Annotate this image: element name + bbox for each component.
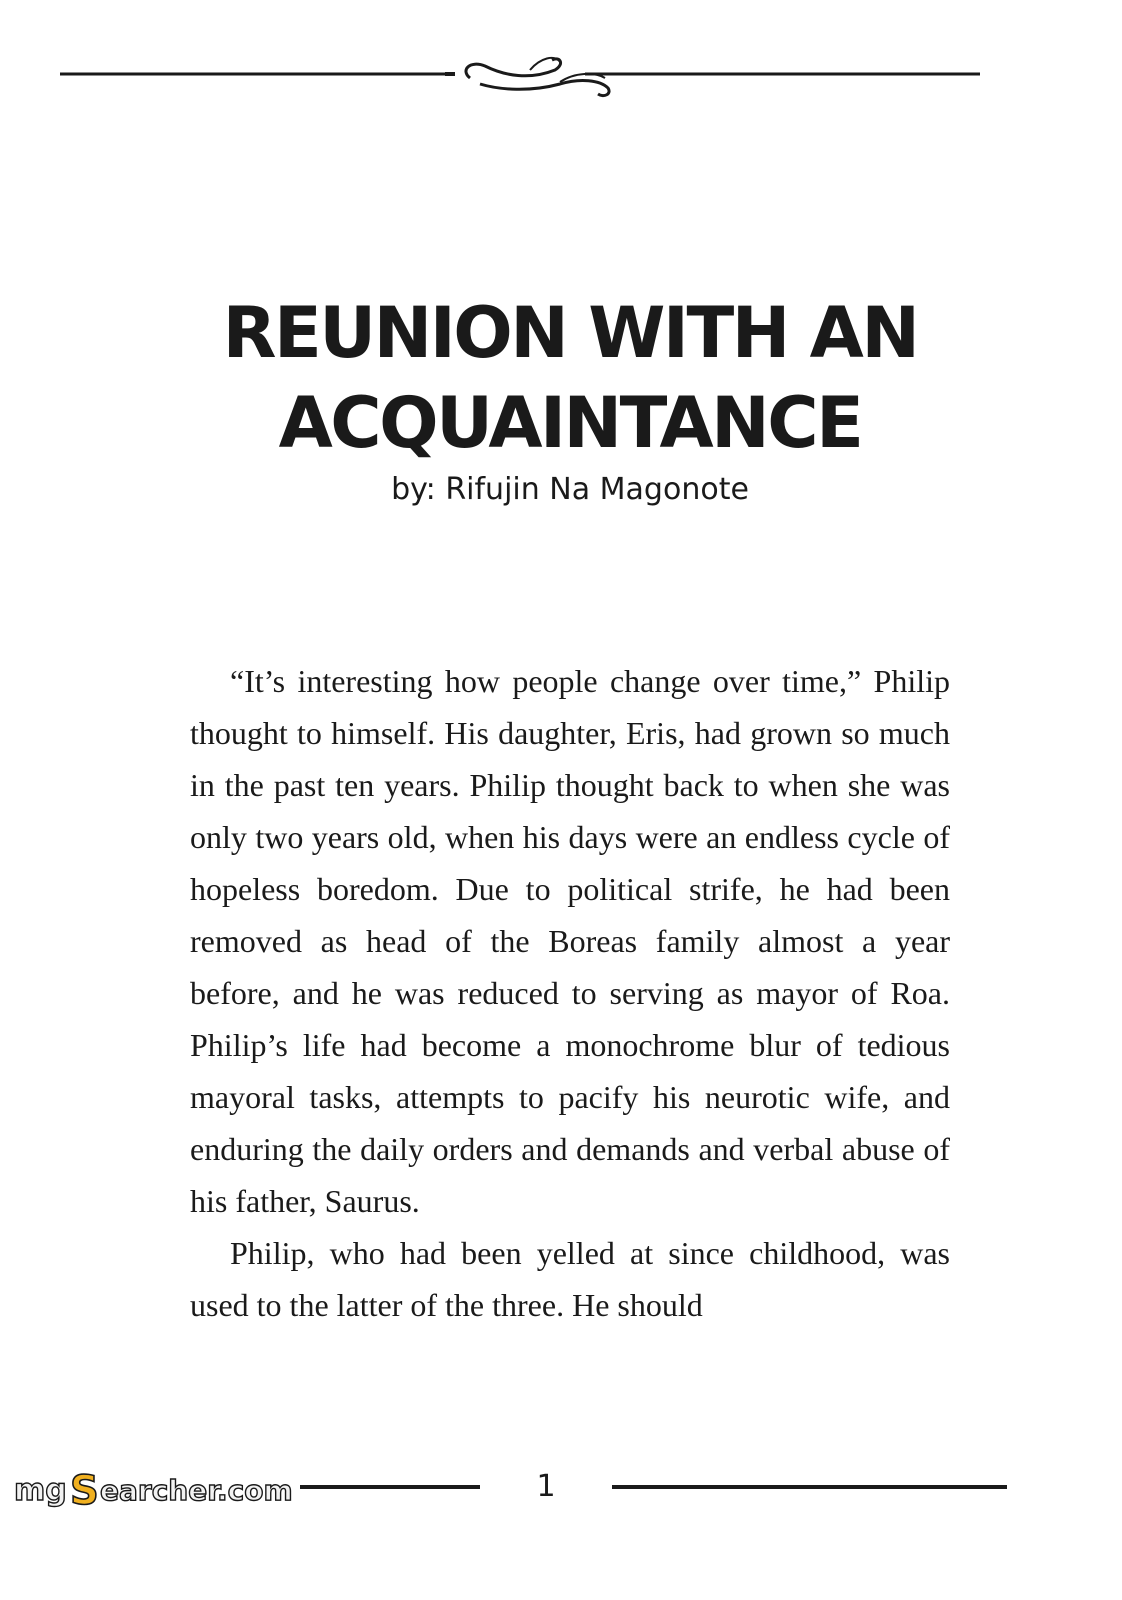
paragraph-2: Philip, who had been yelled at since childhood, was used to the latter of the three. He should [190, 1235, 950, 1323]
paragraph-1: “It’s interesting how people change over time,” Philip thought to himself. His daughter, Eris, had grown so much in the past ten years. Philip thought back to when she was only two years old, when his days were an endless cycle of hopeless boredom. Due to political strife, he had been removed as head of the Boreas family almost a year before, and he was reduced to serving as mayor of Roa. Philip’s life had become a monochrome blur of tedious mayoral tasks, attempts to pacify his neurotic wife, and enduring the daily orders and demands and verbal abuse of his father, Saurus. [190, 663, 950, 1219]
svg-text:earcher.com: earcher.com [100, 1474, 293, 1507]
chapter-title-line-1: REUNION WITH AN [222, 292, 918, 374]
footer-rule-right [612, 1485, 1007, 1489]
chapter-body [190, 655, 950, 1380]
page-number: 1 [536, 1469, 556, 1504]
flourish-divider-icon [60, 50, 980, 100]
author-byline: by: Rifujin Na Magonote [391, 472, 749, 507]
chapter-title [100, 288, 1040, 468]
footer-rule-left [300, 1485, 480, 1489]
svg-text:S: S [70, 1468, 99, 1514]
chapter-title-line-2: ACQUAINTANCE [278, 382, 862, 464]
svg-text:mg: mg [14, 1473, 67, 1508]
watermark-logo [10, 1460, 340, 1520]
chapter-heading [100, 288, 1040, 508]
